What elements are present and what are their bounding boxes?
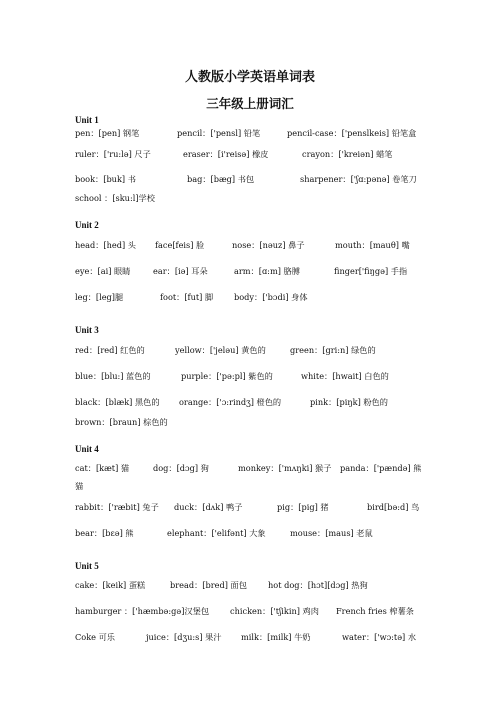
word-entry-continuation: 猫 [75, 481, 84, 491]
word-entry: ruler：['ru:lə] 尺子 [75, 149, 151, 159]
word-entry: pig：[pig] 猪 [277, 502, 329, 512]
word-entry: finger['fiŋgə] 手指 [334, 266, 408, 276]
word-entry: hot dog：[hɔt][dɔg] 热狗 [268, 580, 368, 590]
word-entry: Coke 可乐 [75, 632, 115, 642]
word-entry: cat：[kæt] 猫 [75, 463, 130, 473]
word-entry: red：[red] 红色的 [75, 345, 145, 355]
word-entry: hamburger ：['hæmbə:gə]汉堡包 [75, 606, 210, 616]
word-entry: cake：[keik] 蛋糕 [75, 580, 146, 590]
word-entry: dog：[dɔg] 狗 [153, 463, 209, 473]
unit-heading: Unit 2 [75, 220, 99, 230]
word-entry: face[feis] 脸 [155, 240, 205, 250]
unit-heading: Unit 4 [75, 444, 99, 454]
word-entry: eye：[ai] 眼睛 [75, 266, 131, 276]
word-entry: rabbit：['ræbit] 兔子 [75, 502, 159, 512]
word-entry: pencil：['pensl] 铅笔 [177, 128, 261, 138]
word-entry: black：[blæk] 黑色的 [75, 397, 160, 407]
word-entry: brown：[braun] 棕色的 [75, 417, 168, 427]
word-entry: foot：[fut] 脚 [160, 292, 214, 302]
word-entry: book：[buk] 书 [75, 174, 136, 184]
word-entry: bear：[bɛə] 熊 [75, 528, 134, 538]
word-entry: green：[gri:n] 绿色的 [290, 345, 376, 355]
word-entry: elephant：['elifənt] 大象 [167, 528, 266, 538]
word-entry: pen：[pen] 钢笔 [75, 128, 140, 138]
word-entry: arm：[ɑ:m] 胳膊 [234, 266, 300, 276]
word-entry: mouse：[maus] 老鼠 [290, 528, 373, 538]
word-entry: monkey：['mʌŋki] 猴子 [238, 463, 332, 473]
word-entry: purple：['pə:pl] 紫色的 [181, 371, 273, 381]
word-entry: mouth：[mauθ] 嘴 [335, 240, 410, 250]
word-entry: eraser：[i'reisə] 橡皮 [183, 149, 269, 159]
word-entry: white：[hwait] 白色的 [301, 371, 389, 381]
word-entry: school ：[sku:l]学校 [75, 193, 155, 203]
word-entry: pencil-case：['penslkeis] 铅笔盒 [287, 128, 417, 138]
word-entry: body：['bɔdi] 身体 [234, 292, 308, 302]
word-entry: ear：[iə] 耳朵 [153, 266, 208, 276]
unit-heading: Unit 3 [75, 325, 99, 335]
word-entry: duck：[dʌk] 鸭子 [174, 502, 243, 512]
word-entry: juice：[dʒu:s] 果汁 [146, 632, 222, 642]
word-entry: leg：[leg]腿 [75, 292, 124, 302]
word-entry: nose：[nəuz] 鼻子 [232, 240, 305, 250]
document-title: 人教版小学英语单词表 [184, 70, 315, 85]
word-entry: panda：['pændə] 熊 [340, 463, 422, 473]
word-entry: orange：['ɔ:rindʒ] 橙色的 [179, 397, 282, 407]
word-entry: water：['wɔ:tə] 水 [342, 632, 417, 642]
word-entry: chicken：['tʃikin] 鸡肉 [230, 606, 319, 616]
word-entry: bag：[bæg] 书包 [187, 174, 255, 184]
word-entry: milk：[milk] 牛奶 [241, 632, 311, 642]
word-entry: bird[bə:d] 鸟 [367, 502, 420, 512]
word-entry: crayon：['kreiən] 蜡笔 [302, 149, 393, 159]
word-entry: pink：[piŋk] 粉色的 [310, 397, 388, 407]
word-entry: head：[hed] 头 [75, 240, 136, 250]
unit-heading: Unit 5 [75, 561, 99, 571]
document-subtitle: 三年级上册词汇 [206, 96, 294, 111]
word-entry: blue：[blu:] 蓝色的 [75, 371, 151, 381]
word-entry: French fries 榨薯条 [336, 606, 414, 616]
word-entry: yellow：['jeləu] 黄色的 [175, 345, 266, 355]
unit-heading: Unit 1 [75, 115, 99, 125]
word-entry: sharpener：['ʃɑ:pənə] 卷笔刀 [300, 174, 417, 184]
word-entry: bread：[bred] 面包 [170, 580, 247, 590]
